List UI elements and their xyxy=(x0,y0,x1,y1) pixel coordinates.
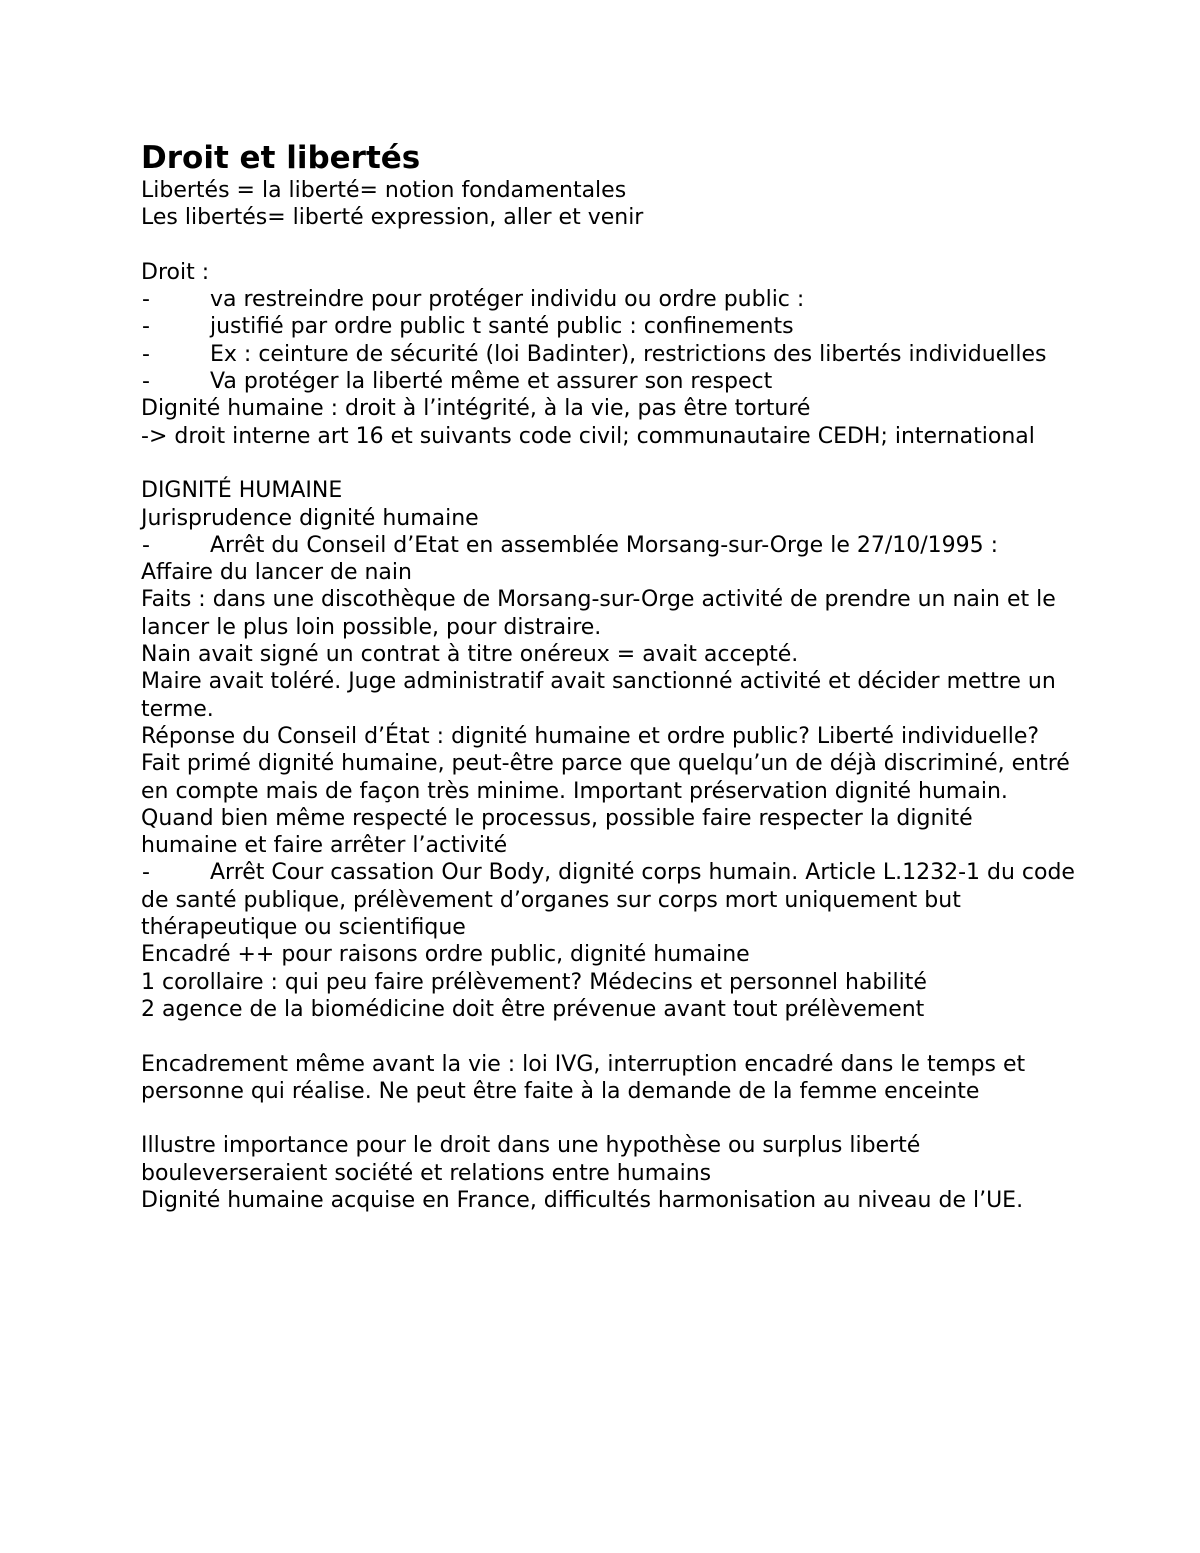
section-heading: DIGNITÉ HUMAINE xyxy=(141,478,343,504)
bullet-dash: - xyxy=(142,314,150,340)
bullet-dash: - xyxy=(142,287,150,313)
paragraph-line: Réponse du Conseil d’État : dignité humaine et ordre public? Liberté individuelle? Fait primé dignité humaine, peut-être parce que quelqu’un de déjà discriminé, entré en compte mais de façon très minime. Important préservation dignité humain. xyxy=(141,723,1070,804)
paragraph-line: Illustre importance pour le droit dans une hypothèse ou surplus liberté bouleverseraient société et relations entre humains xyxy=(141,1133,921,1186)
paragraph-line: Encadrement même avant la vie : loi IVG, interruption encadré dans le temps et personne qui réalise. Ne peut être faite à la demande de la femme enceinte xyxy=(141,1051,1026,1104)
blank-line xyxy=(141,450,1076,477)
bullet-item xyxy=(141,286,1076,313)
bullet-item xyxy=(141,859,1076,941)
paragraph-line: Les libertés= liberté expression, aller et venir xyxy=(141,205,644,231)
bullet-item xyxy=(141,532,1076,587)
bullet-item xyxy=(141,341,1076,368)
paragraph-line: 2 agence de la biomédicine doit être prévenue avant tout prélèvement xyxy=(141,996,925,1022)
bullet-dash: - xyxy=(142,341,150,367)
bullet-text: Ex : ceinture de sécurité (loi Badinter), restrictions des libertés individuelles xyxy=(210,341,1047,367)
bullet-text: Arrêt Cour cassation Our Body, dignité corps humain. Article L.1232-1 du code de santé publique, prélèvement d’organes sur corps mort uniquement but thérapeutique ou scientifique xyxy=(141,860,1075,941)
bullet-item xyxy=(141,368,1076,395)
paragraph-line: Quand bien même respecté le processus, possible faire respecter la dignité humaine et faire arrêter l’activité xyxy=(141,805,973,859)
paragraph-line: Dignité humaine acquise en France, difficultés harmonisation au niveau de l’UE. xyxy=(141,1187,1024,1213)
paragraph-line: Encadré ++ pour raisons ordre public, dignité humaine xyxy=(141,942,750,968)
paragraph-line: Libertés = la liberté= notion fondamentales xyxy=(141,178,627,203)
bullet-dash: - xyxy=(142,532,150,558)
document-page xyxy=(141,138,1076,1214)
blank-line xyxy=(141,232,1076,259)
bullet-text: Va protéger la liberté même et assurer son respect xyxy=(210,369,773,395)
paragraph-line: 1 corollaire : qui peu faire prélèvement? Médecins et personnel habilité xyxy=(141,969,927,995)
paragraph-line: Dignité humaine : droit à l’intégrité, à la vie, pas être torturé xyxy=(141,396,811,422)
bullet-text: va restreindre pour protéger individu ou ordre public : xyxy=(210,287,805,313)
paragraph-line: Nain avait signé un contrat à titre onéreux = avait accepté. xyxy=(141,642,799,668)
bullet-item xyxy=(141,313,1076,340)
blank-line xyxy=(141,1105,1076,1132)
paragraph-line: Faits : dans une discothèque de Morsang-sur-Orge activité de prendre un nain et le lancer le plus loin possible, pour distraire. xyxy=(141,587,1056,640)
paragraph-line: -> droit interne art 16 et suivants code civil; communautaire CEDH; international xyxy=(141,423,1035,449)
bullet-dash: - xyxy=(142,369,150,395)
paragraph-line: Droit : xyxy=(141,259,210,285)
paragraph-line: Maire avait toléré. Juge administratif avait sanctionné activité et décider mettre un terme. xyxy=(141,669,1056,722)
document-title: Droit et libertés xyxy=(141,140,421,176)
bullet-text: justifié par ordre public t santé public : confinements xyxy=(210,314,794,340)
bullet-text: Arrêt du Conseil d’Etat en assemblée Morsang-sur-Orge le 27/10/1995 : Affaire du lancer de nain xyxy=(141,532,999,586)
bullet-dash: - xyxy=(142,860,150,886)
blank-line xyxy=(141,1023,1076,1050)
paragraph-line: Jurisprudence dignité humaine xyxy=(141,505,479,531)
